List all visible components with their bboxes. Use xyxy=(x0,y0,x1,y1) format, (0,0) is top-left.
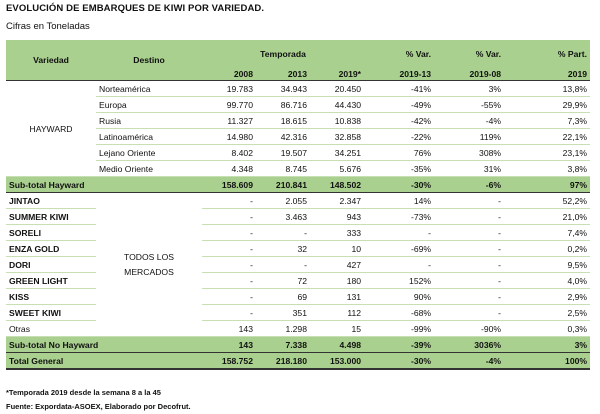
value-2008: 158.609 xyxy=(202,177,256,193)
value-2013: 42.316 xyxy=(256,129,310,145)
value-2019: 112 xyxy=(310,305,364,321)
value-2013: 210.841 xyxy=(256,177,310,193)
value-2008: 14.980 xyxy=(202,129,256,145)
table-row xyxy=(6,257,590,273)
value-2019: 15 xyxy=(310,321,364,337)
value-2008: 8.402 xyxy=(202,145,256,161)
value-2013: - xyxy=(256,225,310,241)
var-2019-13: -30% xyxy=(364,177,434,193)
table-row xyxy=(6,305,590,321)
var-2019-13: -41% xyxy=(364,81,434,97)
header-period-2019-08: 2019-08 xyxy=(434,67,504,81)
value-2013: 34.943 xyxy=(256,81,310,97)
var-2019-13: - xyxy=(364,257,434,273)
subtotal-label: Sub-total Hayward xyxy=(6,177,202,193)
table-subtitle: Cifras en Toneladas xyxy=(6,21,90,32)
value-2013: 69 xyxy=(256,289,310,305)
var-2019-08: - xyxy=(434,305,504,321)
value-2019: 148.502 xyxy=(310,177,364,193)
var-2019-08: - xyxy=(434,289,504,305)
var-2019-13: -69% xyxy=(364,241,434,257)
var-2019-08: - xyxy=(434,273,504,289)
part-2019: 13,8% xyxy=(504,81,590,97)
part-2019: 0,2% xyxy=(504,241,590,257)
var-2019-08: 3036% xyxy=(434,337,504,353)
part-2019: 100% xyxy=(504,353,590,370)
value-2019: 20.450 xyxy=(310,81,364,97)
value-2019: 34.251 xyxy=(310,145,364,161)
var-2019-08: 119% xyxy=(434,129,504,145)
value-2008: - xyxy=(202,241,256,257)
header-var-2019-08: % Var. xyxy=(434,40,504,67)
variety-cell: Otras xyxy=(6,321,96,337)
value-2013: 351 xyxy=(256,305,310,321)
subtotal-hayward-row xyxy=(6,177,590,193)
var-2019-08: 31% xyxy=(434,161,504,177)
value-2019: 131 xyxy=(310,289,364,305)
var-2019-13: 76% xyxy=(364,145,434,161)
var-2019-13: -30% xyxy=(364,353,434,370)
variety-cell: JINTAO xyxy=(6,193,96,209)
table-row xyxy=(6,289,590,305)
header-destino: Destino xyxy=(96,40,202,81)
var-2019-13: 14% xyxy=(364,193,434,209)
var-2019-08: -90% xyxy=(434,321,504,337)
part-2019: 21,0% xyxy=(504,209,590,225)
var-2019-08: -6% xyxy=(434,177,504,193)
destination-cell: Medio Oriente xyxy=(96,161,202,177)
variety-cell: SORELI xyxy=(6,225,96,241)
variety-cell: GREEN LIGHT xyxy=(6,273,96,289)
header-temporada: Temporada xyxy=(202,40,364,67)
var-2019-13: - xyxy=(364,225,434,241)
header-year-2013: 2013 xyxy=(256,67,310,81)
value-2008: - xyxy=(202,305,256,321)
var-2019-13: -73% xyxy=(364,209,434,225)
header-variedad: Variedad xyxy=(6,40,96,81)
var-2019-08: -4% xyxy=(434,113,504,129)
destination-cell: Norteamérica xyxy=(96,81,202,97)
part-2019: 3% xyxy=(504,337,590,353)
destination-cell: Rusia xyxy=(96,113,202,129)
part-2019: 7,4% xyxy=(504,225,590,241)
destination-cell: Latinoamérica xyxy=(96,129,202,145)
var-2019-13: 152% xyxy=(364,273,434,289)
value-2008: - xyxy=(202,193,256,209)
source-note: Fuente: Expordata-ASOEX, Elaborado por Decofrut. xyxy=(6,402,191,411)
part-2019: 2,5% xyxy=(504,305,590,321)
value-2019: 4.498 xyxy=(310,337,364,353)
var-2019-13: -39% xyxy=(364,337,434,353)
variety-cell: SWEET KIWI xyxy=(6,305,96,321)
value-2013: 32 xyxy=(256,241,310,257)
part-2019: 23,1% xyxy=(504,145,590,161)
part-2019: 97% xyxy=(504,177,590,193)
value-2008: - xyxy=(202,225,256,241)
destination-cell: Europa xyxy=(96,97,202,113)
value-2013: 19.507 xyxy=(256,145,310,161)
value-2008: 11.327 xyxy=(202,113,256,129)
variety-cell: DORI xyxy=(6,257,96,273)
value-2019: 32.858 xyxy=(310,129,364,145)
value-2019: 333 xyxy=(310,225,364,241)
value-2008: 19.783 xyxy=(202,81,256,97)
part-2019: 3,8% xyxy=(504,161,590,177)
value-2013: 7.338 xyxy=(256,337,310,353)
table-row xyxy=(6,81,590,97)
value-2008: 4.348 xyxy=(202,161,256,177)
value-2019: 44.430 xyxy=(310,97,364,113)
value-2019: 2.347 xyxy=(310,193,364,209)
value-2008: - xyxy=(202,273,256,289)
table-row xyxy=(6,193,590,209)
value-2019: 943 xyxy=(310,209,364,225)
part-2019: 7,3% xyxy=(504,113,590,129)
table-row xyxy=(6,273,590,289)
destination-cell: Lejano Oriente xyxy=(96,145,202,161)
value-2008: 143 xyxy=(202,337,256,353)
value-2013: 72 xyxy=(256,273,310,289)
variety-hayward: HAYWARD xyxy=(6,81,96,177)
subtotal-label: Sub-total No Hayward xyxy=(6,337,202,353)
var-2019-08: - xyxy=(434,257,504,273)
var-2019-13: -35% xyxy=(364,161,434,177)
table-row xyxy=(6,241,590,257)
part-2019: 0,3% xyxy=(504,321,590,337)
value-2013: 86.716 xyxy=(256,97,310,113)
value-2013: 18.615 xyxy=(256,113,310,129)
var-2019-08: 308% xyxy=(434,145,504,161)
value-2013: 218.180 xyxy=(256,353,310,370)
var-2019-08: - xyxy=(434,241,504,257)
variety-cell: KISS xyxy=(6,289,96,305)
part-2019: 9,5% xyxy=(504,257,590,273)
header-var-2019-13: % Var. xyxy=(364,40,434,67)
value-2013: - xyxy=(256,257,310,273)
var-2019-08: -4% xyxy=(434,353,504,370)
header-year-2019: 2019* xyxy=(310,67,364,81)
var-2019-13: -99% xyxy=(364,321,434,337)
total-label: Total General xyxy=(6,353,202,370)
value-2019: 10 xyxy=(310,241,364,257)
kiwi-shipments-table xyxy=(6,40,590,370)
value-2008: - xyxy=(202,289,256,305)
all-markets-line-1: TODOS LOS xyxy=(124,252,174,262)
subtotal-no-hayward-row xyxy=(6,337,590,353)
value-2008: 143 xyxy=(202,321,256,337)
total-general-row xyxy=(6,353,590,370)
var-2019-13: -42% xyxy=(364,113,434,129)
value-2008: 158.752 xyxy=(202,353,256,370)
table-row xyxy=(6,321,590,337)
table-title: EVOLUCIÓN DE EMBARQUES DE KIWI POR VARIEDAD. xyxy=(6,3,265,14)
variety-cell: SUMMER KIWI xyxy=(6,209,96,225)
value-2008: - xyxy=(202,257,256,273)
value-2013: 8.745 xyxy=(256,161,310,177)
var-2019-08: - xyxy=(434,209,504,225)
footnote: *Temporada 2019 desde la semana 8 a la 45 xyxy=(6,388,161,397)
var-2019-08: 3% xyxy=(434,81,504,97)
value-2019: 180 xyxy=(310,273,364,289)
value-2019: 10.838 xyxy=(310,113,364,129)
part-2019: 4,0% xyxy=(504,273,590,289)
part-2019: 2,9% xyxy=(504,289,590,305)
variety-cell: ENZA GOLD xyxy=(6,241,96,257)
all-markets-line-2: MERCADOS xyxy=(124,267,174,277)
value-2013: 2.055 xyxy=(256,193,310,209)
part-2019: 22,1% xyxy=(504,129,590,145)
var-2019-13: 90% xyxy=(364,289,434,305)
header-period-2019-13: 2019-13 xyxy=(364,67,434,81)
value-2019: 153.000 xyxy=(310,353,364,370)
header-year-2008: 2008 xyxy=(202,67,256,81)
value-2008: 99.770 xyxy=(202,97,256,113)
part-2019: 52,2% xyxy=(504,193,590,209)
table-row xyxy=(6,225,590,241)
header-period-2019: 2019 xyxy=(504,67,590,81)
var-2019-08: - xyxy=(434,225,504,241)
value-2019: 427 xyxy=(310,257,364,273)
var-2019-08: -55% xyxy=(434,97,504,113)
table-row xyxy=(6,209,590,225)
var-2019-08: - xyxy=(434,193,504,209)
value-2013: 3.463 xyxy=(256,209,310,225)
header-part-2019: % Part. xyxy=(504,40,590,67)
value-2019: 5.676 xyxy=(310,161,364,177)
destination-all-markets xyxy=(96,193,202,337)
var-2019-13: -49% xyxy=(364,97,434,113)
var-2019-13: -22% xyxy=(364,129,434,145)
value-2013: 1.298 xyxy=(256,321,310,337)
var-2019-13: -68% xyxy=(364,305,434,321)
value-2008: - xyxy=(202,209,256,225)
part-2019: 29,9% xyxy=(504,97,590,113)
